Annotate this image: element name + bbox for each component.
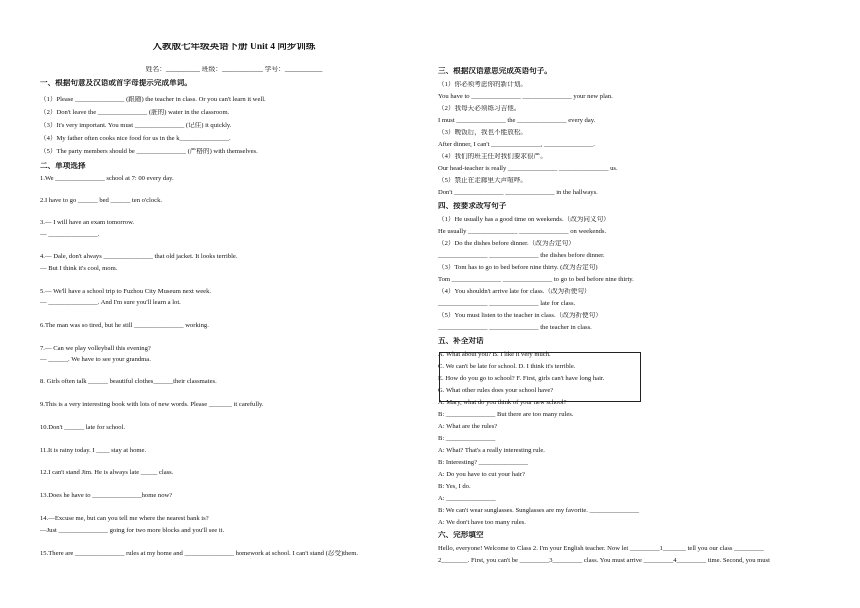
text-line: B: Yes, I do. [438,483,471,490]
text-line: I must _______________ the _______________ every day. [438,117,596,124]
section-heading: 六、完形填空 [438,531,484,539]
text-line: 14.—Excuse me, but can you tell me where the nearest bank is? [40,515,209,522]
text-line: Don't _______________ _______________ in the hallways. [438,189,598,196]
text-line: 12.I can't stand Jim. He is always late _____ class. [40,469,174,476]
text-line: B: _______________ But there are too many rules. [438,411,574,418]
section-heading: 二、单项选择 [40,162,86,170]
page-title: 人教版七年级英语下册 Unit 4 同步训练 [152,43,316,51]
text-line: （1）Please _______________ (跟随) the teacher in class. Or you can't learn it well. [40,96,266,103]
text-line: 8. Girls often talk ______ beautiful clothes______their classmates. [40,378,217,385]
text-line: （1）你必须考虑你的新计划。 [438,81,528,88]
text-line: 9.This is a very interesting book with lots of new words. Please _______ it carefully. [40,401,264,408]
text-line: 2.I have to go ______ bed ______ ten o'clock. [40,197,163,204]
text-line: — _______________. And I'm sure you'll learn a lot. [40,299,181,306]
text-line: 姓名：__________ 班级：____________ 学号：___________ [145,66,323,73]
text-line: A: Mary, what do you think of your new school? [438,399,567,406]
text-line: （4）You shouldn't arrive late for class.（改为祈使句） [438,288,591,295]
text-line: 1.We _______________ school at 7: 00 every day. [40,175,174,182]
text-line: B: _______________ [438,435,496,442]
text-line: （2）我每天必须练习吉他。 [438,105,521,112]
section-heading: 五、补全对话 [438,337,484,345]
text-line: 4.— Dale, don't always _______________ that old jacket. It looks terrible. [40,253,238,260]
text-line: — _______________. [40,231,100,238]
text-line: _______________ _______________ late for class. [438,300,576,307]
text-line: Tom _______________ _______________ to go to bed before nine thirty. [438,276,634,283]
text-line: Hello, everyone! Welcome to Class 2. I'm your English teacher. Now let _________1_______ tell you our class _________ [438,545,764,552]
text-line: E. How do you go to school? F. First, girls can't have long hair. [438,375,605,382]
text-line: （3）It's very important. You must _______________ (记住) it quickly. [40,122,232,129]
text-line: A: What are the rules? [438,423,498,430]
text-line: 15.There are _______________ rules at my home and _______________ homework at school. I can't stand (忍受)them. [40,550,358,557]
text-line: （4）我们的班主任对我们要求很严。 [438,153,547,160]
text-line: —Just _______________ going for two more blocks and you'll see it. [40,527,225,534]
text-line: （1）He usually has a good time on weekends.（改为同义句） [438,216,610,223]
text-line: A: What? That's a really interesting rule. [438,447,545,454]
text-line: _______________ _______________ the teacher in class. [438,324,592,331]
text-line: 7.— Can we play volleyball this evening? [40,345,151,352]
text-line: B: We can't wear sunglasses. Sunglasses are my favorite. _______________ [438,507,640,514]
text-line: 3.— I will have an exam tomorrow. [40,219,135,226]
text-line: （2）Don't leave the _______________ (脏的) water in the classroom. [40,109,230,116]
text-line: A: We don't have too many rules. [438,519,526,526]
text-line: （5）禁止在走廊里大声喧哗。 [438,177,528,184]
section-heading: 三、根据汉语意思完成英语句子。 [438,67,552,75]
text-line: 2________. First, you can't be _________3_________ class. You must arrive _________4_________ time. Second, you must [438,557,770,564]
text-line: A: Do you have to cut your hair? [438,471,525,478]
text-line: 10.Don't ______ late for school. [40,424,126,431]
text-line: （3）晚饭后，我也不能放松。 [438,129,528,136]
section-heading: 四、按要求改写句子 [438,202,507,210]
text-line: Our head-teacher is really _______________ _______________ us. [438,165,618,172]
text-line: After dinner, I can't _______________, _______________. [438,141,595,148]
text-line: 6.The man was so tired, but he still _______________ working. [40,322,209,329]
text-line: — But I think it's cool, mom. [40,265,118,272]
text-line: （5）You must listen to the teacher in class.（改为祈使句） [438,312,602,319]
text-line: B: Interesting? _______________ [438,459,529,466]
text-line: （4）My father often cooks nice food for us in the k_______________. [40,135,231,142]
text-line: 5.— We'll have a school trip to Fuzhou City Museum next week. [40,288,212,295]
text-line: （3）Tom has to go to bed before nine thirty. (改为否定句) [438,264,598,271]
text-line: _______________ _______________ the dishes before dinner. [438,252,605,259]
text-line: A. What about you? B. I like it very much. [438,351,551,358]
text-line: 11.It is rainy today. I ____ stay at home. [40,447,147,454]
text-line: （2）Do the dishes before dinner.（改为否定句） [438,240,575,247]
text-line: A: _______________ [438,495,496,502]
text-line: C. We can't be late for school. D. I think it's terrible. [438,363,576,370]
section-heading: 一、根据句意及汉语或首字母提示完成单词。 [40,79,192,87]
text-line: 13.Does he have to _______________home now? [40,492,173,499]
text-line: He usually _______________ _______________ on weekends. [438,228,607,235]
text-line: G. What other rules does your school have? [438,387,554,394]
text-line: （5）The party members should be _______________ (严格的) with themselves. [40,148,258,155]
text-line: You have to _______________ _______________ your new plan. [438,93,613,100]
text-line: — ______. We have to see your grandma. [40,356,151,363]
